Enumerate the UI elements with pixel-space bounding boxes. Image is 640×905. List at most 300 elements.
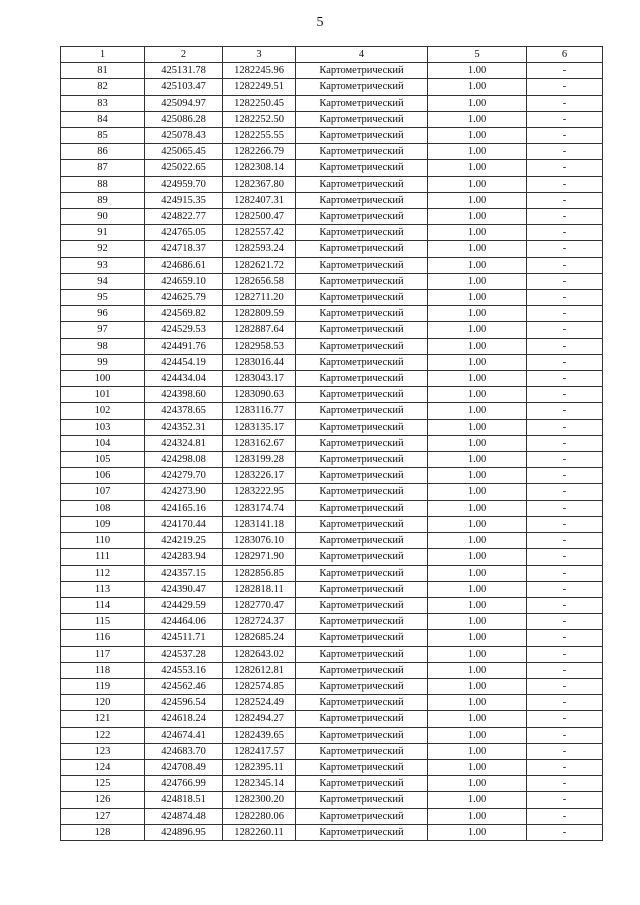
table-row	[61, 209, 603, 225]
table-header-row	[61, 47, 603, 63]
x-coordinate-cell: 424273.90	[145, 484, 223, 500]
x-coordinate-cell: 424569.82	[145, 306, 223, 322]
method-cell: Картометрический	[296, 241, 428, 257]
table-row	[61, 516, 603, 532]
accuracy-cell: 1.00	[428, 290, 527, 306]
method-cell: Картометрический	[296, 63, 428, 79]
x-coordinate-cell: 425086.28	[145, 111, 223, 127]
point-number-cell: 108	[61, 500, 145, 516]
point-number-cell: 104	[61, 435, 145, 451]
method-cell: Картометрический	[296, 192, 428, 208]
x-coordinate-cell: 425065.45	[145, 144, 223, 160]
method-cell: Картометрический	[296, 79, 428, 95]
accuracy-cell: 1.00	[428, 776, 527, 792]
x-coordinate-cell: 424357.15	[145, 565, 223, 581]
y-coordinate-cell: 1283199.28	[223, 452, 296, 468]
x-coordinate-cell: 424718.37	[145, 241, 223, 257]
description-cell: -	[527, 630, 603, 646]
table-row	[61, 225, 603, 241]
method-cell: Картометрический	[296, 759, 428, 775]
column-header-3: 3	[223, 47, 296, 63]
x-coordinate-cell: 424298.08	[145, 452, 223, 468]
column-header-1: 1	[61, 47, 145, 63]
accuracy-cell: 1.00	[428, 743, 527, 759]
accuracy-cell: 1.00	[428, 646, 527, 662]
table-row	[61, 776, 603, 792]
method-cell: Картометрический	[296, 128, 428, 144]
table-row	[61, 128, 603, 144]
method-cell: Картометрический	[296, 565, 428, 581]
point-number-cell: 118	[61, 662, 145, 678]
y-coordinate-cell: 1282574.85	[223, 678, 296, 694]
point-number-cell: 91	[61, 225, 145, 241]
method-cell: Картометрический	[296, 630, 428, 646]
method-cell: Картометрический	[296, 209, 428, 225]
x-coordinate-cell: 424398.60	[145, 387, 223, 403]
point-number-cell: 121	[61, 711, 145, 727]
description-cell: -	[527, 597, 603, 613]
point-number-cell: 109	[61, 516, 145, 532]
table-row	[61, 403, 603, 419]
y-coordinate-cell: 1282958.53	[223, 338, 296, 354]
x-coordinate-cell: 424915.35	[145, 192, 223, 208]
x-coordinate-cell: 424324.81	[145, 435, 223, 451]
x-coordinate-cell: 424896.95	[145, 824, 223, 840]
description-cell: -	[527, 662, 603, 678]
method-cell: Картометрический	[296, 111, 428, 127]
description-cell: -	[527, 209, 603, 225]
table-row	[61, 662, 603, 678]
x-coordinate-cell: 424553.16	[145, 662, 223, 678]
point-number-cell: 100	[61, 371, 145, 387]
description-cell: -	[527, 387, 603, 403]
description-cell: -	[527, 516, 603, 532]
table-row	[61, 711, 603, 727]
point-number-cell: 113	[61, 581, 145, 597]
y-coordinate-cell: 1282280.06	[223, 808, 296, 824]
x-coordinate-cell: 424352.31	[145, 419, 223, 435]
description-cell: -	[527, 678, 603, 694]
accuracy-cell: 1.00	[428, 273, 527, 289]
y-coordinate-cell: 1283222.95	[223, 484, 296, 500]
accuracy-cell: 1.00	[428, 759, 527, 775]
method-cell: Картометрический	[296, 144, 428, 160]
point-number-cell: 87	[61, 160, 145, 176]
method-cell: Картометрический	[296, 322, 428, 338]
accuracy-cell: 1.00	[428, 63, 527, 79]
point-number-cell: 106	[61, 468, 145, 484]
y-coordinate-cell: 1283174.74	[223, 500, 296, 516]
description-cell: -	[527, 403, 603, 419]
accuracy-cell: 1.00	[428, 711, 527, 727]
accuracy-cell: 1.00	[428, 614, 527, 630]
description-cell: -	[527, 808, 603, 824]
description-cell: -	[527, 759, 603, 775]
description-cell: -	[527, 500, 603, 516]
table-row	[61, 808, 603, 824]
point-number-cell: 120	[61, 695, 145, 711]
x-coordinate-cell: 425131.78	[145, 63, 223, 79]
accuracy-cell: 1.00	[428, 306, 527, 322]
point-number-cell: 98	[61, 338, 145, 354]
table-row	[61, 614, 603, 630]
y-coordinate-cell: 1282809.59	[223, 306, 296, 322]
column-header-2: 2	[145, 47, 223, 63]
x-coordinate-cell: 424708.49	[145, 759, 223, 775]
table-row	[61, 435, 603, 451]
accuracy-cell: 1.00	[428, 435, 527, 451]
accuracy-cell: 1.00	[428, 452, 527, 468]
description-cell: -	[527, 225, 603, 241]
method-cell: Картометрический	[296, 516, 428, 532]
description-cell: -	[527, 695, 603, 711]
description-cell: -	[527, 824, 603, 840]
description-cell: -	[527, 565, 603, 581]
accuracy-cell: 1.00	[428, 484, 527, 500]
table-row	[61, 759, 603, 775]
accuracy-cell: 1.00	[428, 371, 527, 387]
x-coordinate-cell: 424537.28	[145, 646, 223, 662]
y-coordinate-cell: 1282252.50	[223, 111, 296, 127]
x-coordinate-cell: 424429.59	[145, 597, 223, 613]
table-row	[61, 646, 603, 662]
accuracy-cell: 1.00	[428, 419, 527, 435]
table-row	[61, 111, 603, 127]
accuracy-cell: 1.00	[428, 533, 527, 549]
accuracy-cell: 1.00	[428, 549, 527, 565]
x-coordinate-cell: 424596.54	[145, 695, 223, 711]
description-cell: -	[527, 257, 603, 273]
method-cell: Картометрический	[296, 273, 428, 289]
x-coordinate-cell: 424765.05	[145, 225, 223, 241]
column-header-5: 5	[428, 47, 527, 63]
y-coordinate-cell: 1282887.64	[223, 322, 296, 338]
x-coordinate-cell: 424818.51	[145, 792, 223, 808]
method-cell: Картометрический	[296, 614, 428, 630]
description-cell: -	[527, 711, 603, 727]
description-cell: -	[527, 79, 603, 95]
method-cell: Картометрический	[296, 743, 428, 759]
y-coordinate-cell: 1282260.11	[223, 824, 296, 840]
table-row	[61, 257, 603, 273]
y-coordinate-cell: 1283141.18	[223, 516, 296, 532]
description-cell: -	[527, 111, 603, 127]
table-row	[61, 95, 603, 111]
method-cell: Картометрический	[296, 500, 428, 516]
table-row	[61, 387, 603, 403]
table-row	[61, 500, 603, 516]
point-number-cell: 101	[61, 387, 145, 403]
y-coordinate-cell: 1282818.11	[223, 581, 296, 597]
description-cell: -	[527, 435, 603, 451]
accuracy-cell: 1.00	[428, 630, 527, 646]
description-cell: -	[527, 338, 603, 354]
table-row	[61, 792, 603, 808]
x-coordinate-cell: 424683.70	[145, 743, 223, 759]
x-coordinate-cell: 424279.70	[145, 468, 223, 484]
x-coordinate-cell: 424618.24	[145, 711, 223, 727]
description-cell: -	[527, 354, 603, 370]
point-number-cell: 116	[61, 630, 145, 646]
point-number-cell: 119	[61, 678, 145, 694]
description-cell: -	[527, 144, 603, 160]
y-coordinate-cell: 1283043.17	[223, 371, 296, 387]
accuracy-cell: 1.00	[428, 95, 527, 111]
table-row	[61, 338, 603, 354]
x-coordinate-cell: 425103.47	[145, 79, 223, 95]
method-cell: Картометрический	[296, 533, 428, 549]
table-row	[61, 533, 603, 549]
method-cell: Картометрический	[296, 597, 428, 613]
accuracy-cell: 1.00	[428, 468, 527, 484]
x-coordinate-cell: 424165.16	[145, 500, 223, 516]
point-number-cell: 94	[61, 273, 145, 289]
description-cell: -	[527, 273, 603, 289]
accuracy-cell: 1.00	[428, 824, 527, 840]
accuracy-cell: 1.00	[428, 241, 527, 257]
table-body	[61, 63, 603, 841]
accuracy-cell: 1.00	[428, 662, 527, 678]
point-number-cell: 115	[61, 614, 145, 630]
column-header-6: 6	[527, 47, 603, 63]
x-coordinate-cell: 424390.47	[145, 581, 223, 597]
x-coordinate-cell: 424529.53	[145, 322, 223, 338]
y-coordinate-cell: 1283135.17	[223, 419, 296, 435]
point-number-cell: 83	[61, 95, 145, 111]
description-cell: -	[527, 241, 603, 257]
point-number-cell: 102	[61, 403, 145, 419]
method-cell: Картометрический	[296, 306, 428, 322]
point-number-cell: 126	[61, 792, 145, 808]
accuracy-cell: 1.00	[428, 111, 527, 127]
description-cell: -	[527, 646, 603, 662]
description-cell: -	[527, 776, 603, 792]
accuracy-cell: 1.00	[428, 209, 527, 225]
point-number-cell: 112	[61, 565, 145, 581]
method-cell: Картометрический	[296, 695, 428, 711]
method-cell: Картометрический	[296, 95, 428, 111]
x-coordinate-cell: 424562.46	[145, 678, 223, 694]
point-number-cell: 114	[61, 597, 145, 613]
accuracy-cell: 1.00	[428, 176, 527, 192]
x-coordinate-cell: 424659.10	[145, 273, 223, 289]
page-number: 5	[316, 15, 324, 30]
accuracy-cell: 1.00	[428, 597, 527, 613]
method-cell: Картометрический	[296, 225, 428, 241]
table-row	[61, 371, 603, 387]
method-cell: Картометрический	[296, 354, 428, 370]
y-coordinate-cell: 1282439.65	[223, 727, 296, 743]
accuracy-cell: 1.00	[428, 257, 527, 273]
accuracy-cell: 1.00	[428, 225, 527, 241]
method-cell: Картометрический	[296, 808, 428, 824]
accuracy-cell: 1.00	[428, 192, 527, 208]
accuracy-cell: 1.00	[428, 695, 527, 711]
y-coordinate-cell: 1282395.11	[223, 759, 296, 775]
description-cell: -	[527, 614, 603, 630]
accuracy-cell: 1.00	[428, 403, 527, 419]
x-coordinate-cell: 424766.99	[145, 776, 223, 792]
accuracy-cell: 1.00	[428, 128, 527, 144]
y-coordinate-cell: 1282250.45	[223, 95, 296, 111]
table-row	[61, 160, 603, 176]
x-coordinate-cell: 424283.94	[145, 549, 223, 565]
y-coordinate-cell: 1282524.49	[223, 695, 296, 711]
accuracy-cell: 1.00	[428, 678, 527, 694]
accuracy-cell: 1.00	[428, 354, 527, 370]
y-coordinate-cell: 1282724.37	[223, 614, 296, 630]
y-coordinate-cell: 1282266.79	[223, 144, 296, 160]
table-row	[61, 176, 603, 192]
method-cell: Картометрический	[296, 452, 428, 468]
y-coordinate-cell: 1283090.63	[223, 387, 296, 403]
y-coordinate-cell: 1282500.47	[223, 209, 296, 225]
point-number-cell: 92	[61, 241, 145, 257]
method-cell: Картометрический	[296, 662, 428, 678]
table-row	[61, 581, 603, 597]
method-cell: Картометрический	[296, 468, 428, 484]
x-coordinate-cell: 424464.06	[145, 614, 223, 630]
y-coordinate-cell: 1282612.81	[223, 662, 296, 678]
accuracy-cell: 1.00	[428, 500, 527, 516]
y-coordinate-cell: 1282367.80	[223, 176, 296, 192]
y-coordinate-cell: 1282643.02	[223, 646, 296, 662]
point-number-cell: 84	[61, 111, 145, 127]
point-number-cell: 122	[61, 727, 145, 743]
method-cell: Картометрический	[296, 646, 428, 662]
x-coordinate-cell: 424378.65	[145, 403, 223, 419]
point-number-cell: 99	[61, 354, 145, 370]
y-coordinate-cell: 1282255.55	[223, 128, 296, 144]
coordinates-table	[60, 46, 603, 841]
point-number-cell: 105	[61, 452, 145, 468]
method-cell: Картометрический	[296, 338, 428, 354]
x-coordinate-cell: 424511.71	[145, 630, 223, 646]
table-row	[61, 678, 603, 694]
method-cell: Картометрический	[296, 792, 428, 808]
accuracy-cell: 1.00	[428, 338, 527, 354]
x-coordinate-cell: 424454.19	[145, 354, 223, 370]
y-coordinate-cell: 1282407.31	[223, 192, 296, 208]
x-coordinate-cell: 425078.43	[145, 128, 223, 144]
x-coordinate-cell: 425022.65	[145, 160, 223, 176]
x-coordinate-cell: 424625.79	[145, 290, 223, 306]
table-row	[61, 484, 603, 500]
description-cell: -	[527, 176, 603, 192]
table-row	[61, 549, 603, 565]
table-row	[61, 354, 603, 370]
table-row	[61, 306, 603, 322]
table-row	[61, 695, 603, 711]
point-number-cell: 85	[61, 128, 145, 144]
y-coordinate-cell: 1282417.57	[223, 743, 296, 759]
point-number-cell: 86	[61, 144, 145, 160]
table-row	[61, 192, 603, 208]
y-coordinate-cell: 1282245.96	[223, 63, 296, 79]
point-number-cell: 124	[61, 759, 145, 775]
table-row	[61, 63, 603, 79]
description-cell: -	[527, 581, 603, 597]
description-cell: -	[527, 533, 603, 549]
table-row	[61, 727, 603, 743]
y-coordinate-cell: 1282557.42	[223, 225, 296, 241]
point-number-cell: 123	[61, 743, 145, 759]
description-cell: -	[527, 128, 603, 144]
table-row	[61, 144, 603, 160]
accuracy-cell: 1.00	[428, 144, 527, 160]
method-cell: Картометрический	[296, 678, 428, 694]
y-coordinate-cell: 1282300.20	[223, 792, 296, 808]
x-coordinate-cell: 424170.44	[145, 516, 223, 532]
accuracy-cell: 1.00	[428, 727, 527, 743]
y-coordinate-cell: 1282711.20	[223, 290, 296, 306]
accuracy-cell: 1.00	[428, 808, 527, 824]
y-coordinate-cell: 1283116.77	[223, 403, 296, 419]
y-coordinate-cell: 1283076.10	[223, 533, 296, 549]
y-coordinate-cell: 1282656.58	[223, 273, 296, 289]
x-coordinate-cell: 424686.61	[145, 257, 223, 273]
x-coordinate-cell: 424822.77	[145, 209, 223, 225]
point-number-cell: 111	[61, 549, 145, 565]
x-coordinate-cell: 424874.48	[145, 808, 223, 824]
method-cell: Картометрический	[296, 435, 428, 451]
description-cell: -	[527, 192, 603, 208]
method-cell: Картометрический	[296, 257, 428, 273]
method-cell: Картометрический	[296, 484, 428, 500]
method-cell: Картометрический	[296, 581, 428, 597]
method-cell: Картометрический	[296, 727, 428, 743]
table-row	[61, 322, 603, 338]
method-cell: Картометрический	[296, 824, 428, 840]
y-coordinate-cell: 1282856.85	[223, 565, 296, 581]
description-cell: -	[527, 63, 603, 79]
table-row	[61, 597, 603, 613]
x-coordinate-cell: 424959.70	[145, 176, 223, 192]
description-cell: -	[527, 484, 603, 500]
table-row	[61, 468, 603, 484]
description-cell: -	[527, 452, 603, 468]
accuracy-cell: 1.00	[428, 792, 527, 808]
y-coordinate-cell: 1282971.90	[223, 549, 296, 565]
x-coordinate-cell: 424491.76	[145, 338, 223, 354]
description-cell: -	[527, 419, 603, 435]
method-cell: Картометрический	[296, 549, 428, 565]
point-number-cell: 82	[61, 79, 145, 95]
description-cell: -	[527, 322, 603, 338]
y-coordinate-cell: 1282249.51	[223, 79, 296, 95]
description-cell: -	[527, 792, 603, 808]
point-number-cell: 89	[61, 192, 145, 208]
y-coordinate-cell: 1283226.17	[223, 468, 296, 484]
description-cell: -	[527, 743, 603, 759]
accuracy-cell: 1.00	[428, 79, 527, 95]
table-row	[61, 565, 603, 581]
method-cell: Картометрический	[296, 387, 428, 403]
table-row	[61, 273, 603, 289]
method-cell: Картометрический	[296, 371, 428, 387]
table-row	[61, 452, 603, 468]
accuracy-cell: 1.00	[428, 322, 527, 338]
y-coordinate-cell: 1282345.14	[223, 776, 296, 792]
point-number-cell: 128	[61, 824, 145, 840]
accuracy-cell: 1.00	[428, 387, 527, 403]
y-coordinate-cell: 1282494.27	[223, 711, 296, 727]
table-row	[61, 290, 603, 306]
description-cell: -	[527, 468, 603, 484]
point-number-cell: 110	[61, 533, 145, 549]
table-row	[61, 743, 603, 759]
x-coordinate-cell: 425094.97	[145, 95, 223, 111]
